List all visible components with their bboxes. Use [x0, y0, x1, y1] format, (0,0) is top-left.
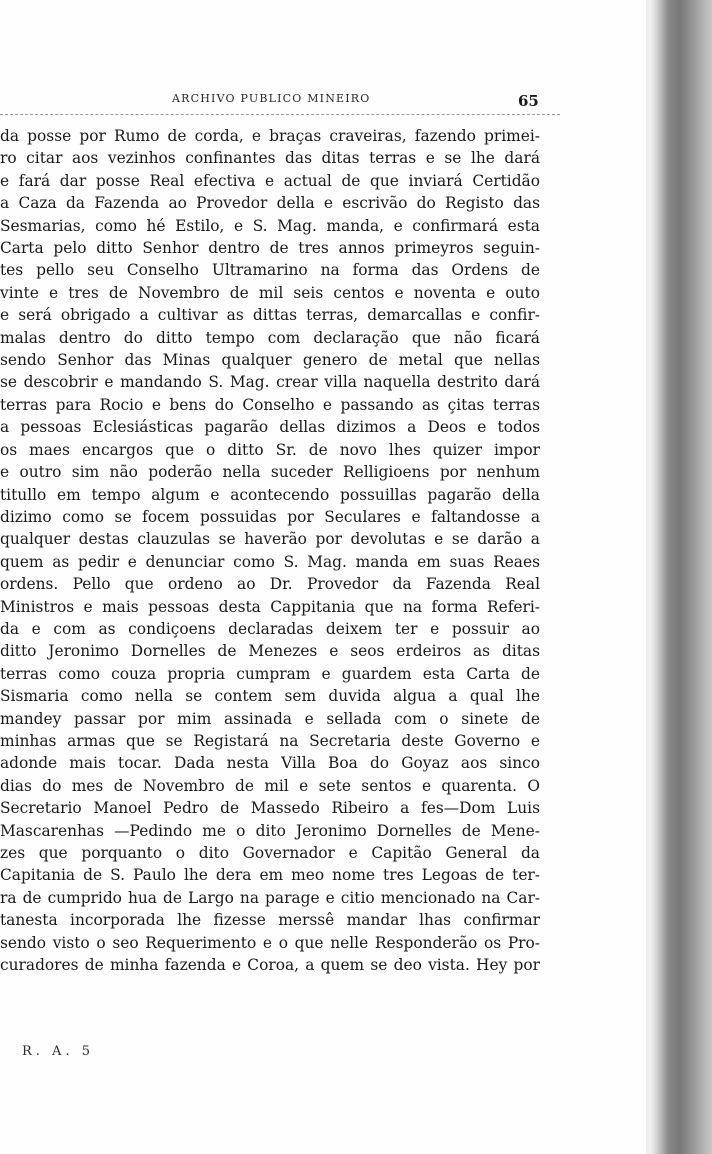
text-line: e fará dar posse Real efectiva e actual de que inviará Certidão — [0, 171, 540, 190]
text-line: qualquer destas clauzulas se haverão por devolutas e se darão a — [0, 530, 540, 549]
text-line: titullo em tempo algum e acontecendo possuillas pagarão della — [0, 485, 540, 504]
text-line: sendo Senhor das Minas qualquer genero de metal que nellas — [0, 351, 540, 370]
text-line: terras como couza propria cumpram e guardem esta Carta de — [0, 664, 540, 683]
text-line: minhas armas que se Registará na Secretaria deste Governo e — [0, 731, 540, 750]
text-line: zes que porquanto o dito Governador e Capitão General da — [0, 844, 540, 862]
header-rule — [0, 114, 560, 115]
text-line: os maes encargos que o ditto Sr. de novo lhes quizer impor — [0, 440, 540, 459]
text-line: Mascarenhas —Pedindo me o dito Jeronimo Dornelles de Mene- — [0, 821, 540, 840]
text-line: dizimo como se focem possuidas por Seculares e faltandosse a — [0, 507, 540, 526]
text-line: ordens. Pello que ordeno ao Dr. Provedor da Fazenda Real — [0, 575, 540, 594]
text-line: Secretario Manoel Pedro de Massedo Ribeiro a fes—Dom Luis — [0, 799, 540, 818]
text-line: a Caza da Fazenda ao Provedor della e escrivão do Registo das — [0, 194, 540, 213]
text-line: ra de cumprido hua de Largo na parage e citio mencionado na Car- — [0, 888, 540, 907]
text-line: Carta pelo ditto Senhor dentro de tres annos primeyros seguin- — [0, 239, 540, 258]
text-line: tes pello seu Conselho Ultramarino na forma das Ordens de — [0, 261, 540, 280]
running-head: ARCHIVO PUBLICO MINEIRO — [172, 92, 371, 105]
text-line: e outro sim não poderão nella suceder Relligioens por nenhum — [0, 463, 540, 482]
text-line: malas dentro do ditto tempo com declaração que não ficará — [0, 328, 540, 347]
text-line: adonde mais tocar. Dada nesta Villa Boa do Goyaz aos sinco — [0, 754, 540, 773]
text-line: vinte e tres de Novembro de mil seis centos e noventa e outo — [0, 283, 540, 302]
text-line: mandey passar por mim assinada e sellada com o sinete de — [0, 709, 540, 728]
text-line: dias do mes de Novembro de mil e sete sentos e quarenta. O — [0, 776, 540, 795]
text-line: Capitania de S. Paulo lhe dera em meo nome tres Legoas de ter- — [0, 866, 540, 885]
text-line: ro citar aos vezinhos confinantes das ditas terras e se lhe dará — [0, 149, 540, 168]
page-number: 65 — [518, 92, 539, 110]
text-line: a pessoas Eclesiásticas pagarão dellas dizimos a Deos e todos — [0, 418, 540, 437]
text-line: sendo visto o seo Requerimento e o que nelle Responderão os Pro- — [0, 933, 540, 952]
text-line: quem as pedir e denunciar como S. Mag. manda em suas Reaes — [0, 552, 540, 571]
text-line: da e com as condiçoens declaradas deixem ter e possuir ao — [0, 619, 540, 638]
scan-edge — [650, 0, 712, 1154]
text-line: terras para Rocio e bens do Conselho e passando as çitas terras — [0, 395, 540, 414]
text-line: da posse por Rumo de corda, e braças craveiras, fazendo primei- — [0, 127, 540, 145]
signature-mark: R. A. 5 — [22, 1044, 94, 1059]
text-line: tanesta incorporada lhe fizesse merssê mandar lhas confirmar — [0, 911, 540, 930]
text-line: Sesmarias, como hé Estilo, e S. Mag. manda, e confirmará esta — [0, 216, 540, 235]
body-text — [0, 125, 540, 976]
text-line: Ministros e mais pessoas desta Cappitania que na forma Referi- — [0, 597, 540, 616]
text-line: ditto Jeronimo Dornelles de Menezes e seos erdeiros as ditas — [0, 642, 540, 661]
text-line: curadores de minha fazenda e Coroa, a quem se deo vista. Hey por — [0, 956, 540, 975]
text-line: e será obrigado a cultivar as dittas terras, demarcallas e confir- — [0, 306, 540, 325]
text-line: se descobrir e mandando S. Mag. crear villa naquella destrito dará — [0, 373, 540, 392]
text-line: Sismaria como nella se contem sem duvida algua a qual lhe — [0, 687, 540, 706]
